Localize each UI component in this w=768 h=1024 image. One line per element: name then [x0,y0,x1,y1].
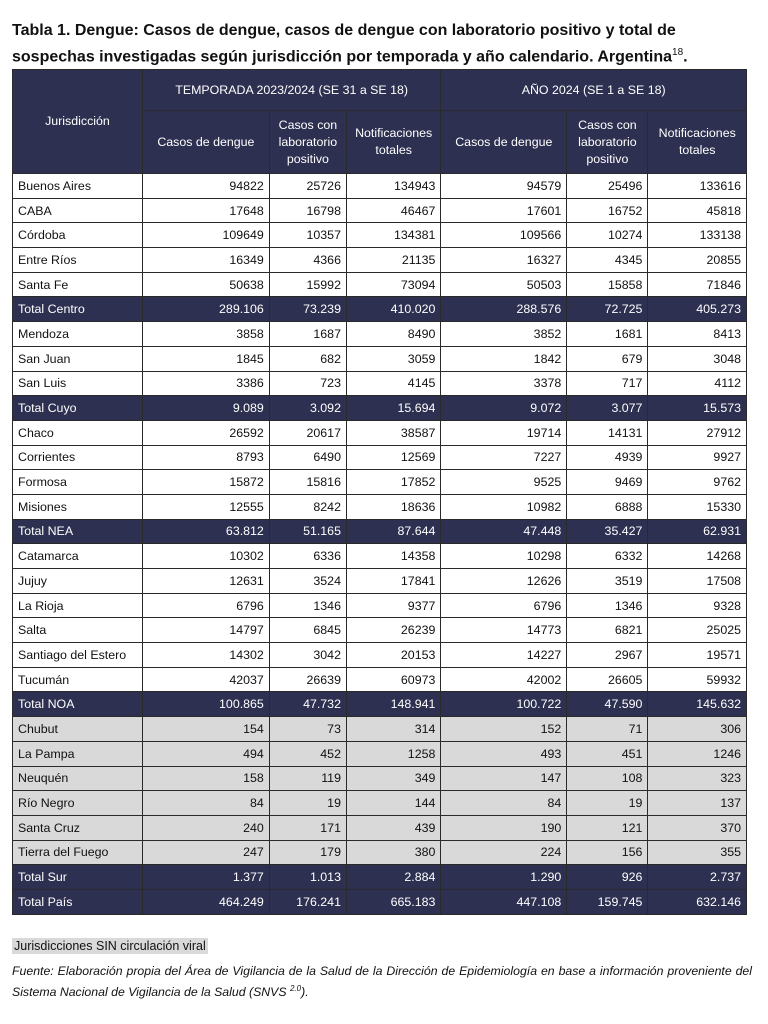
jurisdiccion-cell: Río Negro [13,791,143,816]
jurisdiccion-cell: Chaco [13,420,143,445]
value-cell: 665.183 [346,889,440,914]
value-cell: 451 [567,741,648,766]
value-cell: 158 [142,766,269,791]
value-cell: 14302 [142,643,269,668]
total-row [13,889,747,914]
value-cell: 7227 [441,445,567,470]
jurisdiccion-cell: Chubut [13,717,143,742]
value-cell: 494 [142,741,269,766]
value-cell: 6888 [567,494,648,519]
header-lab-temporada: Casos con laboratorio positivo [269,111,346,174]
value-cell: 15858 [567,272,648,297]
value-cell: 1.377 [142,865,269,890]
value-cell: 46467 [346,198,440,223]
value-cell: 12626 [441,569,567,594]
value-cell: 25496 [567,174,648,199]
value-cell: 1.290 [441,865,567,890]
value-cell: 4145 [346,371,440,396]
value-cell: 380 [346,840,440,865]
value-cell: 47.448 [441,519,567,544]
table-row [13,840,747,865]
value-cell: 349 [346,766,440,791]
value-cell: 3.092 [269,396,346,421]
value-cell: 94822 [142,174,269,199]
value-cell: 6490 [269,445,346,470]
value-cell: 8490 [346,322,440,347]
value-cell: 10357 [269,223,346,248]
value-cell: 926 [567,865,648,890]
value-cell: 147 [441,766,567,791]
value-cell: 17841 [346,569,440,594]
dengue-table [12,69,747,915]
value-cell: 109566 [441,223,567,248]
value-cell: 108 [567,766,648,791]
value-cell: 26239 [346,618,440,643]
table-row [13,223,747,248]
jurisdiccion-cell: Santa Fe [13,272,143,297]
value-cell: 179 [269,840,346,865]
value-cell: 1346 [269,593,346,618]
value-cell: 14268 [648,544,747,569]
value-cell: 6796 [441,593,567,618]
jurisdiccion-cell: CABA [13,198,143,223]
value-cell: 4939 [567,445,648,470]
value-cell: 73 [269,717,346,742]
footnote-reference: 18 [672,47,684,58]
value-cell: 84 [441,791,567,816]
value-cell: 1842 [441,346,567,371]
value-cell: 6845 [269,618,346,643]
value-cell: 25726 [269,174,346,199]
value-cell: 63.812 [142,519,269,544]
table-row [13,544,747,569]
value-cell: 14227 [441,643,567,668]
value-cell: 87.644 [346,519,440,544]
value-cell: 464.249 [142,889,269,914]
value-cell: 16327 [441,248,567,273]
value-cell: 3378 [441,371,567,396]
header-jurisdiccion: Jurisdicción [13,70,143,174]
value-cell: 121 [567,815,648,840]
value-cell: 3519 [567,569,648,594]
table-row [13,371,747,396]
value-cell: 1681 [567,322,648,347]
value-cell: 723 [269,371,346,396]
value-cell: 190 [441,815,567,840]
value-cell: 3059 [346,346,440,371]
table-row [13,643,747,668]
header-group-temporada: TEMPORADA 2023/2024 (SE 31 a SE 18) [142,70,440,111]
value-cell: 493 [441,741,567,766]
jurisdiccion-cell: Misiones [13,494,143,519]
total-row [13,396,747,421]
value-cell: 35.427 [567,519,648,544]
value-cell: 8793 [142,445,269,470]
value-cell: 21135 [346,248,440,273]
value-cell: 370 [648,815,747,840]
table-title [12,20,756,68]
value-cell: 19714 [441,420,567,445]
value-cell: 4366 [269,248,346,273]
value-cell: 134943 [346,174,440,199]
value-cell: 171 [269,815,346,840]
source-note [12,962,752,1001]
table-row [13,322,747,347]
value-cell: 15.694 [346,396,440,421]
value-cell: 19571 [648,643,747,668]
value-cell: 9762 [648,470,747,495]
value-cell: 679 [567,346,648,371]
value-cell: 717 [567,371,648,396]
value-cell: 134381 [346,223,440,248]
total-row [13,692,747,717]
value-cell: 12555 [142,494,269,519]
jurisdiccion-cell: Total País [13,889,143,914]
header-lab-anio: Casos con laboratorio positivo [567,111,648,174]
table-row [13,445,747,470]
table-row [13,248,747,273]
value-cell: 15.573 [648,396,747,421]
value-cell: 12569 [346,445,440,470]
value-cell: 16798 [269,198,346,223]
value-cell: 47.590 [567,692,648,717]
value-cell: 71 [567,717,648,742]
jurisdiccion-cell: Jujuy [13,569,143,594]
value-cell: 9.089 [142,396,269,421]
value-cell: 20855 [648,248,747,273]
value-cell: 50638 [142,272,269,297]
value-cell: 59932 [648,667,747,692]
jurisdiccion-cell: Total Sur [13,865,143,890]
header-group-anio: AÑO 2024 (SE 1 a SE 18) [441,70,747,111]
value-cell: 20153 [346,643,440,668]
value-cell: 14358 [346,544,440,569]
jurisdiccion-cell: Total Cuyo [13,396,143,421]
value-cell: 133616 [648,174,747,199]
value-cell: 1346 [567,593,648,618]
value-cell: 6332 [567,544,648,569]
value-cell: 9328 [648,593,747,618]
value-cell: 176.241 [269,889,346,914]
value-cell: 109649 [142,223,269,248]
table-row [13,815,747,840]
table-row [13,569,747,594]
value-cell: 26639 [269,667,346,692]
value-cell: 19 [567,791,648,816]
value-cell: 4112 [648,371,747,396]
value-cell: 137 [648,791,747,816]
value-cell: 17508 [648,569,747,594]
value-cell: 3524 [269,569,346,594]
value-cell: 306 [648,717,747,742]
value-cell: 42037 [142,667,269,692]
value-cell: 3048 [648,346,747,371]
value-cell: 14773 [441,618,567,643]
value-cell: 240 [142,815,269,840]
value-cell: 71846 [648,272,747,297]
value-cell: 133138 [648,223,747,248]
table-row [13,593,747,618]
value-cell: 73094 [346,272,440,297]
value-cell: 682 [269,346,346,371]
jurisdiccion-cell: San Luis [13,371,143,396]
value-cell: 72.725 [567,297,648,322]
value-cell: 16752 [567,198,648,223]
value-cell: 10298 [441,544,567,569]
value-cell: 10302 [142,544,269,569]
header-casos-temporada: Casos de dengue [142,111,269,174]
value-cell: 15330 [648,494,747,519]
value-cell: 314 [346,717,440,742]
value-cell: 17648 [142,198,269,223]
value-cell: 2.737 [648,865,747,890]
value-cell: 119 [269,766,346,791]
jurisdiccion-cell: Santiago del Estero [13,643,143,668]
legend-sin-circulacion: Jurisdicciones SIN circulación viral [14,939,206,953]
value-cell: 94579 [441,174,567,199]
value-cell: 17601 [441,198,567,223]
value-cell: 405.273 [648,297,747,322]
value-cell: 632.146 [648,889,747,914]
jurisdiccion-cell: Entre Ríos [13,248,143,273]
total-row [13,519,747,544]
jurisdiccion-cell: Total NOA [13,692,143,717]
value-cell: 26592 [142,420,269,445]
jurisdiccion-cell: Tierra del Fuego [13,840,143,865]
value-cell: 100.722 [441,692,567,717]
value-cell: 1246 [648,741,747,766]
value-cell: 84 [142,791,269,816]
value-cell: 289.106 [142,297,269,322]
value-cell: 3.077 [567,396,648,421]
value-cell: 410.020 [346,297,440,322]
table-row [13,346,747,371]
value-cell: 1845 [142,346,269,371]
table-row [13,618,747,643]
value-cell: 47.732 [269,692,346,717]
value-cell: 148.941 [346,692,440,717]
value-cell: 9377 [346,593,440,618]
table-row [13,717,747,742]
source-end: ). [301,985,309,1000]
jurisdiccion-cell: La Pampa [13,741,143,766]
value-cell: 224 [441,840,567,865]
total-row [13,297,747,322]
value-cell: 26605 [567,667,648,692]
value-cell: 2.884 [346,865,440,890]
value-cell: 3386 [142,371,269,396]
value-cell: 6796 [142,593,269,618]
value-cell: 73.239 [269,297,346,322]
jurisdiccion-cell: La Rioja [13,593,143,618]
value-cell: 27912 [648,420,747,445]
value-cell: 144 [346,791,440,816]
table-row [13,494,747,519]
value-cell: 9.072 [441,396,567,421]
value-cell: 15872 [142,470,269,495]
value-cell: 100.865 [142,692,269,717]
value-cell: 8242 [269,494,346,519]
jurisdiccion-cell: Total Centro [13,297,143,322]
table-row [13,470,747,495]
value-cell: 4345 [567,248,648,273]
value-cell: 439 [346,815,440,840]
header-notif-anio: Notificaciones totales [648,111,747,174]
value-cell: 6821 [567,618,648,643]
value-cell: 14797 [142,618,269,643]
jurisdiccion-cell: Formosa [13,470,143,495]
value-cell: 1687 [269,322,346,347]
value-cell: 16349 [142,248,269,273]
table-header [13,70,747,174]
value-cell: 2967 [567,643,648,668]
jurisdiccion-cell: Catamarca [13,544,143,569]
value-cell: 247 [142,840,269,865]
value-cell: 14131 [567,420,648,445]
value-cell: 18636 [346,494,440,519]
value-cell: 9927 [648,445,747,470]
value-cell: 159.745 [567,889,648,914]
value-cell: 19 [269,791,346,816]
jurisdiccion-cell: Neuquén [13,766,143,791]
jurisdiccion-cell: Santa Cruz [13,815,143,840]
value-cell: 8413 [648,322,747,347]
value-cell: 9469 [567,470,648,495]
value-cell: 15992 [269,272,346,297]
value-cell: 1.013 [269,865,346,890]
table-row [13,667,747,692]
value-cell: 60973 [346,667,440,692]
table-title-text: Tabla 1. Dengue: Casos de dengue, casos de dengue con laboratorio positivo y total de sospechas investigadas según jurisdicción por temporada y año calendario. Argentina [12,22,676,66]
table-row [13,741,747,766]
value-cell: 152 [441,717,567,742]
title-end: . [683,48,688,66]
value-cell: 1258 [346,741,440,766]
jurisdiccion-cell: Total NEA [13,519,143,544]
value-cell: 6336 [269,544,346,569]
value-cell: 10274 [567,223,648,248]
jurisdiccion-cell: Salta [13,618,143,643]
value-cell: 145.632 [648,692,747,717]
value-cell: 45818 [648,198,747,223]
jurisdiccion-cell: San Juan [13,346,143,371]
total-row [13,865,747,890]
value-cell: 50503 [441,272,567,297]
value-cell: 3042 [269,643,346,668]
value-cell: 38587 [346,420,440,445]
value-cell: 452 [269,741,346,766]
value-cell: 51.165 [269,519,346,544]
value-cell: 323 [648,766,747,791]
jurisdiccion-cell: Tucumán [13,667,143,692]
jurisdiccion-cell: Córdoba [13,223,143,248]
jurisdiccion-cell: Buenos Aires [13,174,143,199]
value-cell: 12631 [142,569,269,594]
table-row [13,766,747,791]
value-cell: 42002 [441,667,567,692]
source-text: Fuente: Elaboración propia del Área de Vigilancia de la Salud de la Dirección de Epidemiología en base a información proveniente del Sistema Nacional de Vigilancia de la Salud (SNVS [12,964,752,1000]
table-row [13,420,747,445]
table-body [13,174,747,915]
value-cell: 15816 [269,470,346,495]
table-row [13,198,747,223]
value-cell: 25025 [648,618,747,643]
table-row [13,174,747,199]
value-cell: 62.931 [648,519,747,544]
table-row [13,791,747,816]
table-row [13,272,747,297]
value-cell: 17852 [346,470,440,495]
value-cell: 3852 [441,322,567,347]
value-cell: 154 [142,717,269,742]
jurisdiccion-cell: Corrientes [13,445,143,470]
source-sup: 2.0 [289,984,302,993]
value-cell: 9525 [441,470,567,495]
header-notif-temporada: Notificaciones totales [346,111,440,174]
value-cell: 447.108 [441,889,567,914]
jurisdiccion-cell: Mendoza [13,322,143,347]
header-casos-anio: Casos de dengue [441,111,567,174]
value-cell: 355 [648,840,747,865]
value-cell: 20617 [269,420,346,445]
value-cell: 288.576 [441,297,567,322]
value-cell: 156 [567,840,648,865]
value-cell: 3858 [142,322,269,347]
value-cell: 10982 [441,494,567,519]
